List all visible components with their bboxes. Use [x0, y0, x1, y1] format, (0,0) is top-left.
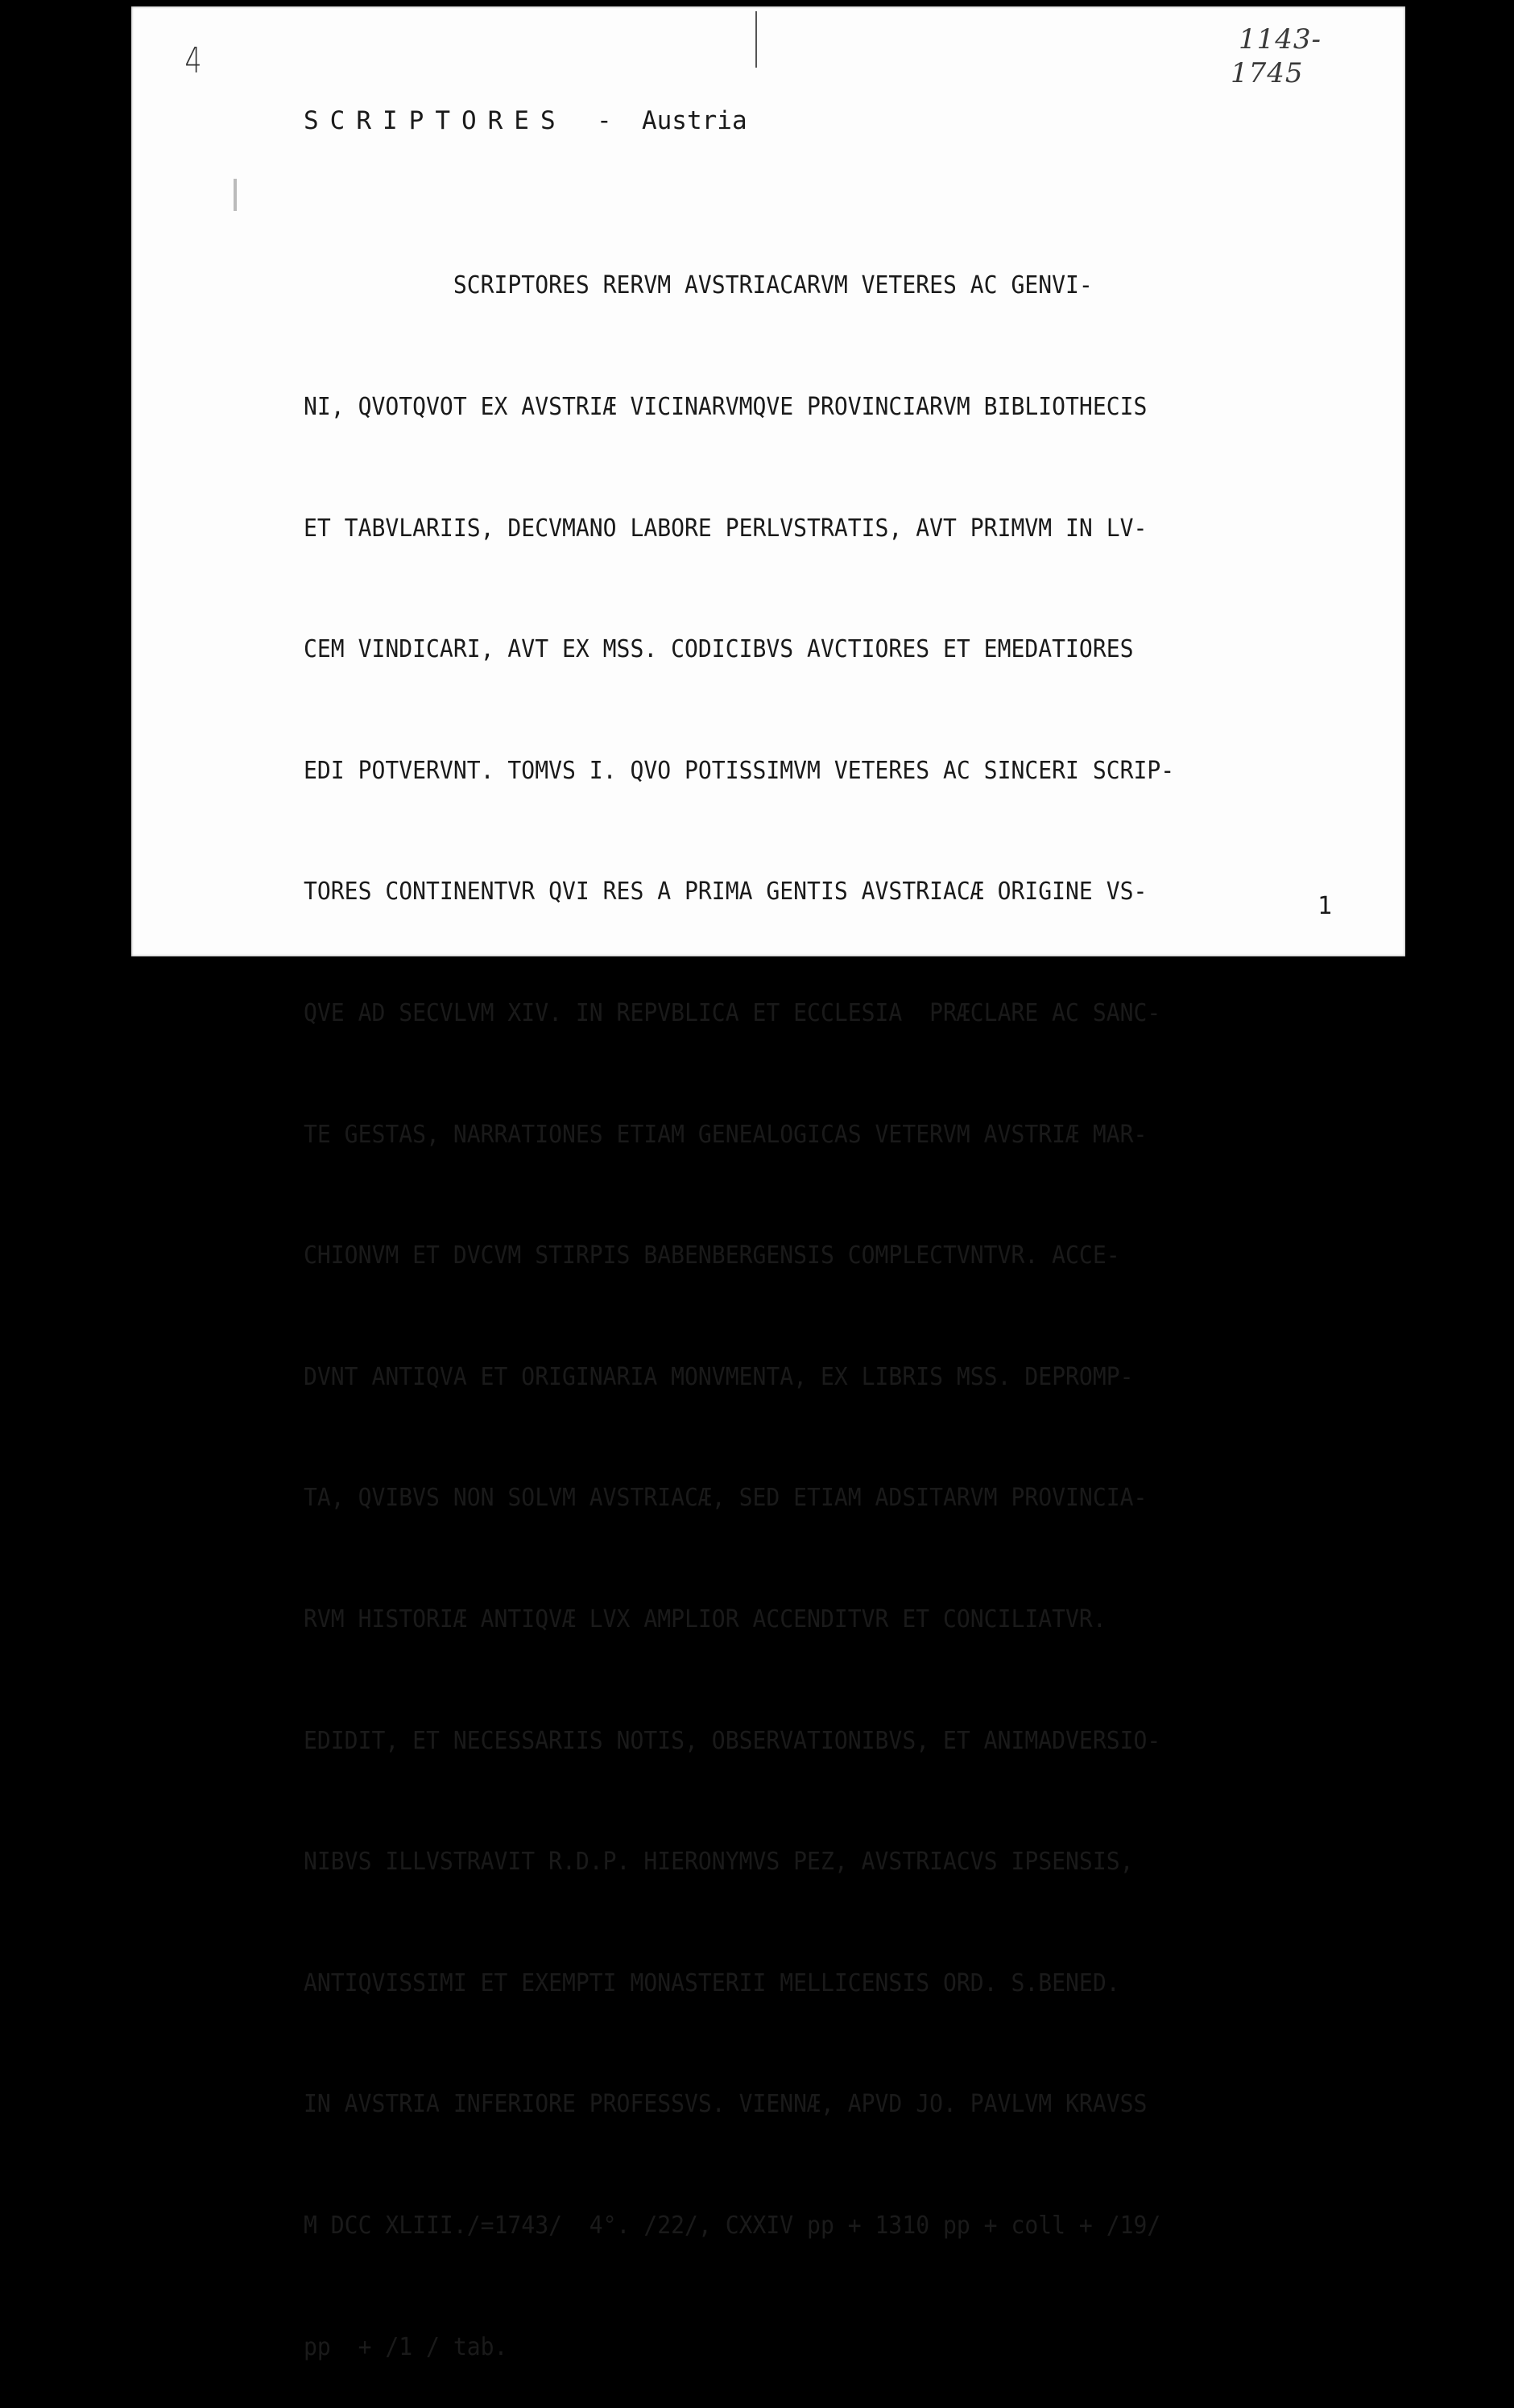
handwritten-date-line-1: 1143- [1239, 23, 1322, 56]
scan-border [1405, 0, 1514, 963]
body-line: M DCC XLIII./=1743/ 4°. /22/, CXXIV pp + 1310 pp + coll + /19/ [304, 2211, 1161, 2240]
card-number: 4 [184, 40, 202, 81]
body-line: TORES CONTINENTVR QVI RES A PRIMA GENTIS AVSTRIACÆ ORIGINE VS- [304, 878, 1148, 907]
body-line: CEM VINDICARI, AVT EX MSS. CODICIBVS AVCTIORES ET EMEDATIORES [304, 635, 1134, 664]
body-line: RVM HISTORIÆ ANTIQVÆ LVX AMPLIOR ACCENDITVR ET CONCILIATVR. [304, 1605, 1107, 1634]
body-line: ANTIQVISSIMI ET EXEMPTI MONASTERII MELLICENSIS ORD. S.BENED. [304, 1968, 1120, 1997]
body-line: ET TABVLARIIS, DECVMANO LABORE PERLVSTRATIS, AVT PRIMVM IN LV- [304, 514, 1148, 543]
body-line: pp + /1 / tab. [304, 2332, 508, 2361]
body-line: NIBVS ILLVSTRAVIT R.D.P. HIERONYMVS PEZ, AVSTRIACVS IPSENSIS, [304, 1848, 1134, 1877]
body-line: NI, QVOTQVOT EX AVSTRIÆ VICINARVMQVE PROVINCIARVM BIBLIOTHECIS [304, 393, 1148, 421]
scan-artifact [234, 179, 237, 211]
body-line: TA, QVIBVS NON SOLVM AVSTRIACÆ, SED ETIAM ADSITARVM PROVINCIA- [304, 1484, 1148, 1513]
body-line: IN AVSTRIA INFERIORE PROFESSVS. VIENNÆ, APVD JO. PAVLVM KRAVSS [304, 2090, 1148, 2119]
card-body [304, 185, 1289, 2408]
heading-separator: - [596, 106, 612, 135]
body-line: EDIDIT, ET NECESSARIIS NOTIS, OBSERVATIONIBVS, ET ANIMADVERSIO- [304, 1726, 1161, 1755]
heading-subject: Austria [641, 106, 747, 135]
body-line: QVE AD SECVLVM XIV. IN REPVBLICA ET ECCLESIA PRÆCLARE AC SANC- [304, 998, 1161, 1027]
body-line: SCRIPTORES RERVM AVSTRIACARVM VETERES AC GENVI- [304, 271, 1093, 300]
body-line: TE GESTAS, NARRATIONES ETIAM GENEALOGICAS VETERVM AVSTRIÆ MAR- [304, 1120, 1148, 1149]
body-line: CHIONVM ET DVCVM STIRPIS BABENBERGENSIS COMPLECTVNTVR. ACCE- [304, 1241, 1120, 1270]
card-heading [304, 106, 747, 135]
body-line: EDI POTVERVNT. TOMVS I. QVO POTISSIMVM VETERES AC SINCERI SCRIP- [304, 756, 1175, 785]
heading-word: SCRIPTORES [304, 106, 567, 135]
handwritten-date [1231, 23, 1322, 90]
scan-artifact [755, 11, 757, 68]
page-number: 1 [1318, 892, 1333, 920]
body-line: DVNT ANTIQVA ET ORIGINARIA MONVMENTA, EX LIBRIS MSS. DEPROMP- [304, 1362, 1134, 1391]
handwritten-date-line-2: 1745 [1231, 57, 1304, 89]
